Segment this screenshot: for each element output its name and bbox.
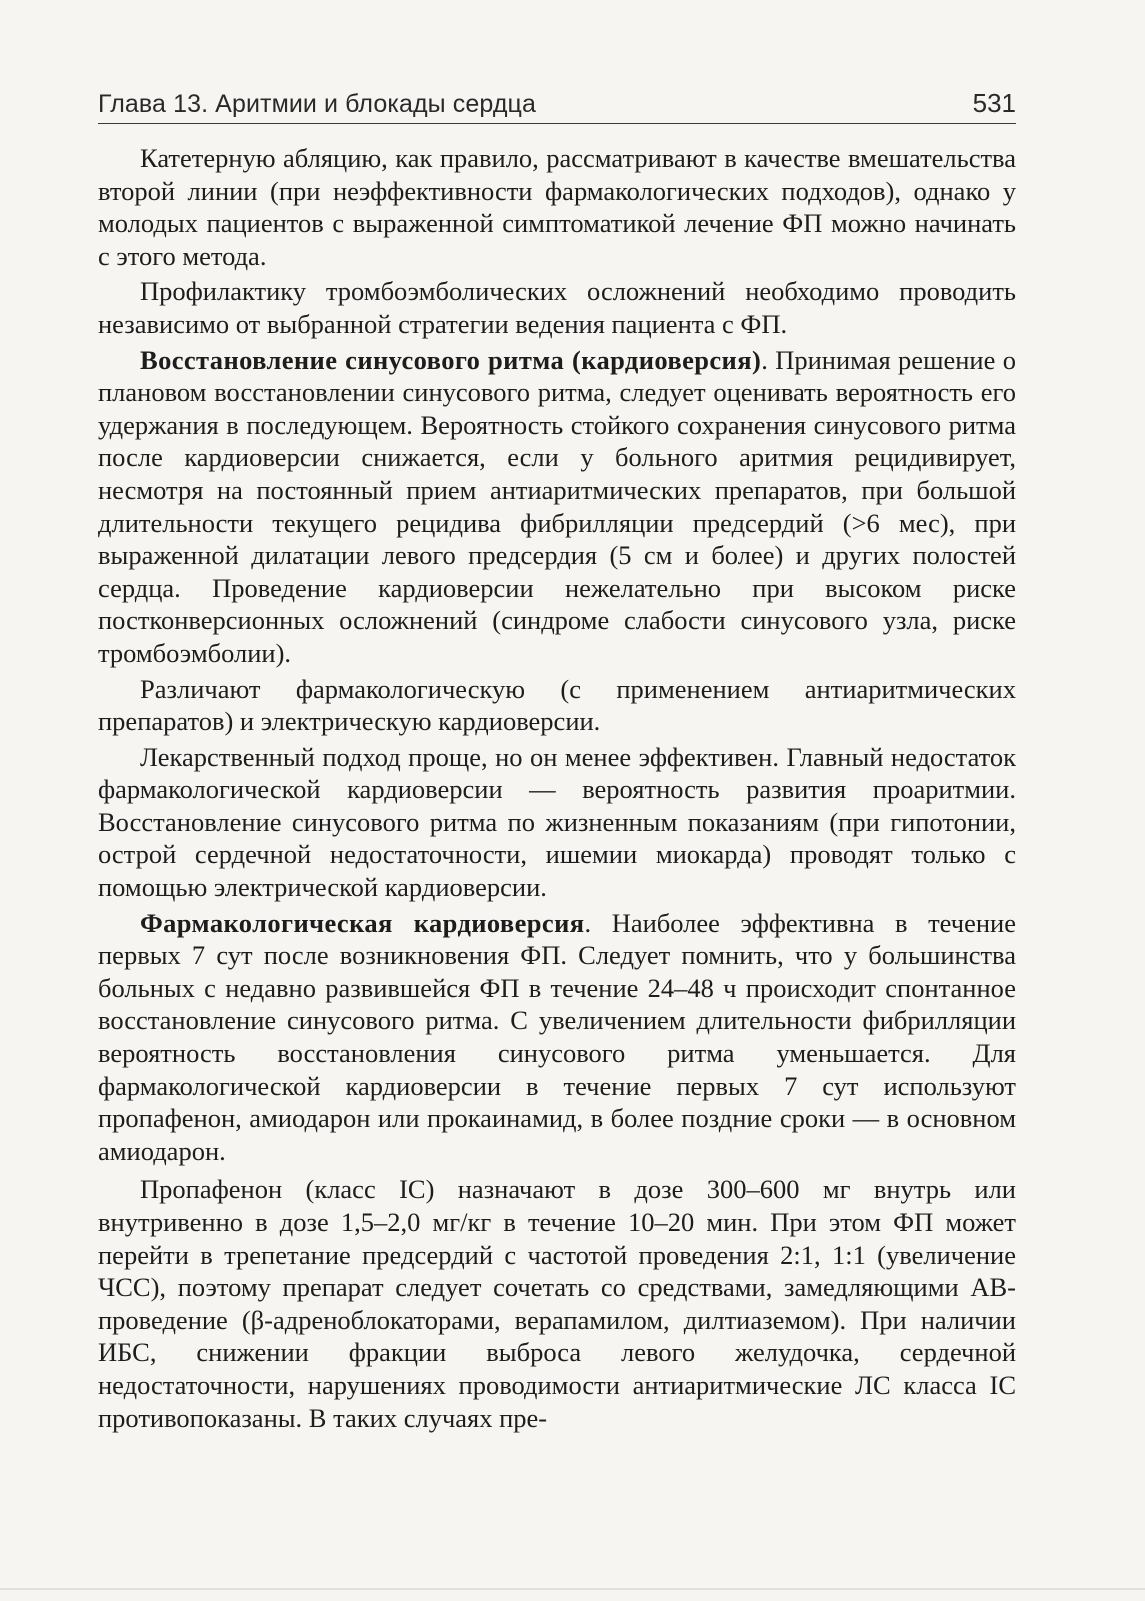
chapter-title: Глава 13. Аритмии и блокады сердца xyxy=(98,90,536,118)
paragraph-catheter-ablation: Катетерную абляцию, как правило, рассматривают в качестве вмешательства второй линии (при неэффективности фармакологических подходов), однако у молодых пациентов с выраженной симптоматикой лечение ФП можно начинать с этого метода. xyxy=(98,143,1016,271)
paragraph-cardioversion-types: Различают фармакологическую (с применением антиаритмических препаратов) и электрическую кардиоверсии. xyxy=(98,673,1016,737)
scan-bottom-edge xyxy=(0,1588,1145,1590)
running-header xyxy=(98,88,1016,124)
paragraph-sinus-rhythm-restoration xyxy=(98,344,1016,670)
body-text xyxy=(98,142,1016,1434)
page-number: 531 xyxy=(972,88,1016,118)
run-in-heading-pharmacological: Фармакологическая кардиоверсия xyxy=(140,907,585,938)
paragraph-drug-approach: Лекарственный подход проще, но он менее эффективен. Главный недостаток фармакологической кардиоверсии — вероятность развития проаритмии. Восстановление синусового ритма по жизненным показаниям (при гипотонии, острой сердечной недостаточности, ишемии миокарда) проводят только с помощью электрической кардиоверсии. xyxy=(98,741,1016,903)
paragraph-text: . Принимая решение о плановом восстановлении синусового ритма, следует оценивать вероятность его удержания в последующем. Вероятность стойкого сохранения синусового ритма после кардиоверсии снижается, если у больного аритмия рецидивирует, несмотря на постоянный прием антиаритмических препаратов, при большой длительности текущего рецидива фибрилляции предсердий (>6 мес), при выраженной дилатации левого предсердия (5 см и более) и других полостей сердца. Проведение кардиоверсии нежелательно при высоком риске постконверсионных осложнений (синдроме слабости синусового узла, риске тромбоэмболии). xyxy=(98,344,1016,668)
paragraph-pharmacological-cardioversion xyxy=(98,907,1016,1168)
paragraph-propafenone: Пропафенон (класс IC) назначают в дозе 300–600 мг внутрь или внутривенно в дозе 1,5–2,0 мг/кг в течение 10–20 мин. При этом ФП может перейти в трепетание предсердий с частотой проведения 2:1, 1:1 (увеличение ЧСС), поэтому препарат следует сочетать со средствами, замедляющими АВ-проведение (β-адреноблокаторами, верапамилом, дилтиаземом). При наличии ИБС, снижении фракции выброса левого желудочка, сердечной недостаточности, нарушениях проводимости антиаритмические ЛС класса IC противопоказаны. В таких случаях пре- xyxy=(98,1174,1016,1433)
paragraph-text: . Наиболее эффективна в течение первых 7 сут после возникновения ФП. Следует помнить, что у большинства больных с недавно развившейся ФП в течение 24–48 ч происходит спонтанное восстановление синусового ритма. С увеличением длительности фибрилляции вероятность восстановления синусового ритма уменьшается. Для фармакологической кардиоверсии в течение первых 7 сут используют пропафенон, амиодарон или прокаинамид, в более поздние сроки — в основном амиодарон. xyxy=(98,907,1016,1166)
run-in-heading-cardioversion: Восстановление синусового ритма (кардиоверсия) xyxy=(140,344,762,375)
book-page xyxy=(98,88,1016,1437)
paragraph-thromboembolism-prevention: Профилактику тромбоэмболических осложнений необходимо проводить независимо от выбранной стратегии ведения пациента с ФП. xyxy=(98,276,1016,339)
